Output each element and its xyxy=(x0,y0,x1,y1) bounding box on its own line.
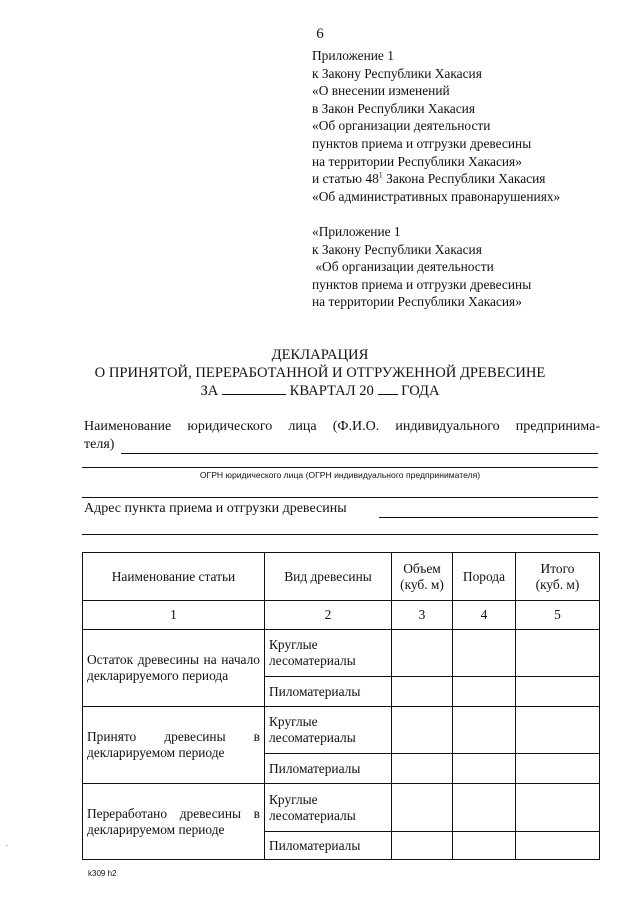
ogrn-caption: ОГРН юридического лица (ОГРН индивидуального предпринимателя) xyxy=(199,470,481,480)
total-cell[interactable] xyxy=(516,832,600,860)
species-cell[interactable] xyxy=(453,707,516,754)
species-cell[interactable] xyxy=(453,630,516,677)
wood-type-roundwood: Круглые лесоматериалы xyxy=(265,707,392,754)
address-label: Адрес пункта приема и отгрузки древесины xyxy=(84,501,347,516)
superscript-number: 1 xyxy=(378,170,383,180)
header-volume xyxy=(392,553,453,601)
volume-cell[interactable] xyxy=(392,677,453,707)
volume-cell[interactable] xyxy=(392,630,453,677)
period-quarter-label: КВАРТАЛ 20 xyxy=(289,383,374,399)
species-cell[interactable] xyxy=(453,784,516,832)
column-number: 4 xyxy=(453,601,516,630)
total-cell[interactable] xyxy=(516,707,600,754)
species-cell[interactable] xyxy=(453,754,516,784)
table-header-row xyxy=(83,553,600,601)
wood-type-lumber: Пиломатериалы xyxy=(265,754,392,784)
appendix-line: «Об организации деятельности xyxy=(312,118,491,134)
appendix-line-text: и статью 48 xyxy=(312,171,379,187)
appendix-line: «О внесении изменений xyxy=(312,83,450,99)
row-item-received: Принято древесины в декларируемом периоде xyxy=(83,707,265,784)
header-total xyxy=(516,553,600,601)
header-species: Порода xyxy=(453,553,516,601)
appendix-line: на территории Республики Хакасия» xyxy=(312,153,522,169)
appendix-line: «Приложение 1 xyxy=(312,224,401,239)
volume-cell[interactable] xyxy=(392,707,453,754)
appendix-header-block xyxy=(312,47,560,205)
header-wood-type: Вид древесины xyxy=(265,553,392,601)
appendix-line: пунктов приема и отгрузки древесины xyxy=(312,135,532,151)
header-total-unit: (куб. м) xyxy=(535,576,580,592)
ogrn-blank-field[interactable] xyxy=(82,467,598,468)
declaration-title-line: ДЕКЛАРАЦИЯ xyxy=(271,347,369,363)
quarter-blank-field[interactable] xyxy=(222,382,286,395)
period-za-label: ЗА xyxy=(200,383,219,399)
appendix-line: «Об организации деятельности xyxy=(312,259,494,275)
column-number-row xyxy=(83,601,600,630)
column-number: 2 xyxy=(265,601,392,630)
header-volume-unit: (куб. м) xyxy=(400,576,444,592)
page-number: 6 xyxy=(316,26,324,42)
wood-type-lumber: Пиломатериалы xyxy=(265,677,392,707)
row-item-remainder: Остаток древесины на начало декларируемого периода xyxy=(83,630,265,707)
footer-document-code: k309 h2 xyxy=(88,869,117,878)
appendix-line-text: Закона Республики Хакасия xyxy=(382,171,546,187)
declaration-title xyxy=(0,346,640,400)
total-cell[interactable] xyxy=(516,630,600,677)
volume-cell[interactable] xyxy=(392,754,453,784)
wood-type-roundwood: Круглые лесоматериалы xyxy=(265,784,392,832)
table-row xyxy=(83,707,600,754)
column-number: 5 xyxy=(516,601,600,630)
period-year-label: ГОДА xyxy=(401,383,440,399)
volume-cell[interactable] xyxy=(392,832,453,860)
appendix-line: пунктов приема и отгрузки древесины xyxy=(312,276,532,292)
margin-mark: . xyxy=(6,839,8,848)
address-blank-field-cont[interactable] xyxy=(82,534,598,535)
legal-entity-label: Наименование юридического лица (Ф.И.О. индивидуального предпринима- xyxy=(84,419,600,434)
legal-entity-label-cont: теля) xyxy=(84,437,115,452)
species-cell[interactable] xyxy=(453,832,516,860)
header-item-name: Наименование статьи xyxy=(83,553,265,601)
appendix-line xyxy=(312,170,560,188)
volume-cell[interactable] xyxy=(392,784,453,832)
species-cell[interactable] xyxy=(453,677,516,707)
address-blank-field[interactable] xyxy=(379,517,598,518)
legal-entity-blank-field[interactable] xyxy=(121,453,598,454)
table-row xyxy=(83,630,600,677)
column-number: 1 xyxy=(83,601,265,630)
total-cell[interactable] xyxy=(516,754,600,784)
header-total-line: Итого xyxy=(540,560,575,576)
appendix-line: в Закон Республики Хакасия xyxy=(312,100,476,116)
appendix-original-block xyxy=(312,223,531,311)
header-volume-line: Объем xyxy=(403,560,441,576)
wood-type-roundwood: Круглые лесоматериалы xyxy=(265,630,392,677)
declaration-period-line xyxy=(0,382,640,400)
appendix-line: к Закону Республики Хакасия xyxy=(312,241,482,257)
total-cell[interactable] xyxy=(516,784,600,832)
appendix-line: «Об административных правонарушениях» xyxy=(312,188,561,204)
appendix-line: Приложение 1 xyxy=(312,48,394,63)
appendix-line: к Закону Республики Хакасия xyxy=(312,65,482,81)
total-cell[interactable] xyxy=(516,677,600,707)
appendix-line: на территории Республики Хакасия» xyxy=(312,294,522,310)
year-blank-field[interactable] xyxy=(378,382,398,395)
declaration-table xyxy=(82,552,600,860)
form-blank-line[interactable] xyxy=(82,497,598,498)
row-item-processed: Переработано древесины в декларируемом периоде xyxy=(83,784,265,860)
table-row xyxy=(83,784,600,832)
declaration-title-line: О ПРИНЯТОЙ, ПЕРЕРАБОТАННОЙ И ОТГРУЖЕННОЙ ДРЕВЕСИНЕ xyxy=(94,365,546,381)
column-number: 3 xyxy=(392,601,453,630)
wood-type-lumber: Пиломатериалы xyxy=(265,832,392,860)
